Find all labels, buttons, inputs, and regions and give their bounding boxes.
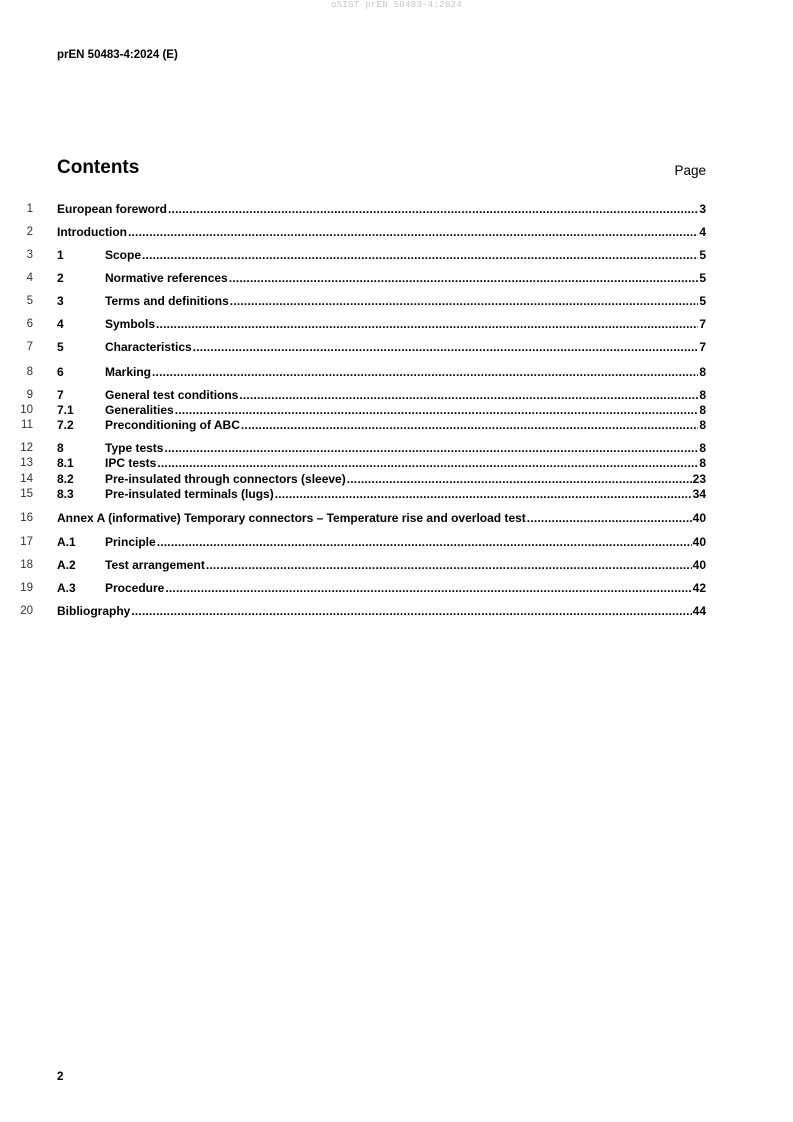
dot-leader [157, 535, 692, 549]
toc-entry[interactable] [0, 403, 793, 417]
line-number: 14 [20, 473, 33, 485]
line-number: 8 [26, 366, 33, 378]
line-number: 4 [26, 272, 33, 284]
page-ref: 40 [692, 511, 706, 525]
section-title: Characteristics [105, 340, 192, 354]
section-number: 7.1 [57, 403, 74, 417]
toc-entry[interactable] [0, 511, 793, 525]
line-number: 5 [26, 295, 33, 307]
toc-entry-text [57, 441, 706, 455]
page-ref: 4 [699, 225, 706, 239]
document-id: prEN 50483-4:2024 (E) [57, 49, 178, 61]
toc-entry[interactable] [0, 271, 793, 285]
page-ref: 8 [699, 418, 706, 432]
page-column-label: Page [674, 163, 706, 178]
toc-entry-text [57, 271, 706, 285]
section-number: 7 [57, 388, 64, 402]
toc-entry-text [57, 558, 706, 572]
toc-entry-text [57, 604, 706, 618]
page-ref: 8 [699, 365, 706, 379]
section-number: 4 [57, 317, 64, 331]
toc-entry[interactable] [0, 604, 793, 618]
toc-entry-text [57, 317, 706, 331]
line-number: 2 [26, 226, 33, 238]
dot-leader [229, 271, 699, 285]
page-ref: 42 [692, 581, 706, 595]
section-title: Pre-insulated terminals (lugs) [105, 487, 274, 501]
toc-entry-text [57, 535, 706, 549]
dot-leader [131, 604, 691, 618]
line-number: 17 [20, 536, 33, 548]
section-title: Test arrangement [105, 558, 205, 572]
toc-entry[interactable] [0, 225, 793, 239]
toc-entry-text [57, 456, 706, 470]
dot-leader [193, 340, 699, 354]
page-ref: 44 [692, 604, 706, 618]
section-number: 8.3 [57, 487, 74, 501]
section-number: A.3 [57, 581, 76, 595]
toc-entry[interactable] [0, 340, 793, 354]
toc-entry[interactable] [0, 472, 793, 486]
dot-leader [206, 558, 692, 572]
line-number: 12 [20, 442, 33, 454]
toc-entry-text [57, 340, 706, 354]
toc-entry-text [57, 365, 706, 379]
section-title: Normative references [105, 271, 228, 285]
section-title: Pre-insulated through connectors (sleeve) [105, 472, 346, 486]
dot-leader [275, 487, 692, 501]
line-number: 6 [26, 318, 33, 330]
line-number: 13 [20, 457, 33, 469]
dot-leader [527, 511, 692, 525]
page-ref: 34 [692, 487, 706, 501]
section-number: 7.2 [57, 418, 74, 432]
section-title: Bibliography [57, 604, 131, 618]
section-title: Terms and definitions [105, 294, 229, 308]
section-title: Preconditioning of ABC [105, 418, 240, 432]
page-ref: 8 [699, 403, 706, 417]
watermark: oSIST prEN 50483-4:2024 [330, 0, 463, 10]
line-number: 19 [20, 582, 33, 594]
line-number: 20 [20, 605, 33, 617]
dot-leader [347, 472, 692, 486]
line-number: 10 [20, 404, 33, 416]
dot-leader [165, 581, 691, 595]
line-number: 18 [20, 559, 33, 571]
section-title: Scope [105, 248, 142, 262]
section-number: 8.1 [57, 456, 74, 470]
dot-leader [241, 418, 698, 432]
toc-entry-text [57, 294, 706, 308]
dot-leader [157, 456, 698, 470]
line-number: 1 [26, 203, 33, 215]
toc-entry-text [57, 487, 706, 501]
page-ref: 5 [699, 271, 706, 285]
page-ref: 7 [699, 340, 706, 354]
toc-entry[interactable] [0, 248, 793, 262]
page-ref: 3 [699, 202, 706, 216]
toc-entry[interactable] [0, 558, 793, 572]
section-number: 5 [57, 340, 64, 354]
page-ref: 5 [699, 294, 706, 308]
toc-entry-text [57, 388, 706, 402]
section-title: Introduction [57, 225, 127, 239]
page-ref: 8 [699, 441, 706, 455]
toc-entry-text [57, 511, 706, 525]
dot-leader [168, 202, 698, 216]
line-number: 15 [20, 488, 33, 500]
section-number: 8.2 [57, 472, 74, 486]
section-number: 3 [57, 294, 64, 308]
line-number: 16 [20, 512, 33, 524]
section-title: Marking [105, 365, 152, 379]
dot-leader [175, 403, 699, 417]
toc-entry[interactable] [0, 365, 793, 379]
page-ref: 8 [699, 388, 706, 402]
dot-leader [142, 248, 698, 262]
page-ref: 23 [692, 472, 706, 486]
section-number: A.1 [57, 535, 76, 549]
section-title: European foreword [57, 202, 168, 216]
toc-entry-text [57, 225, 706, 239]
toc-entry[interactable] [0, 202, 793, 216]
page-ref: 40 [692, 535, 706, 549]
section-title: IPC tests [105, 456, 157, 470]
section-title: Annex A (informative) Temporary connectors – Temperature rise and overload test [57, 511, 526, 525]
toc-entry[interactable] [0, 441, 793, 455]
toc-entry-text [57, 403, 706, 417]
page-ref: 40 [692, 558, 706, 572]
section-title: Generalities [105, 403, 174, 417]
section-number: 8 [57, 441, 64, 455]
section-title: Procedure [105, 581, 165, 595]
page-ref: 8 [699, 456, 706, 470]
page-number: 2 [57, 1071, 64, 1083]
section-title: Principle [105, 535, 156, 549]
section-number: 6 [57, 365, 64, 379]
page-ref: 5 [699, 248, 706, 262]
section-title: Type tests [105, 441, 164, 455]
dot-leader [152, 365, 698, 379]
toc-entry[interactable] [0, 294, 793, 308]
toc-entry-text [57, 418, 706, 432]
toc-entry-text [57, 202, 706, 216]
line-number: 11 [21, 419, 33, 431]
section-number: A.2 [57, 558, 76, 572]
toc-entry-text [57, 472, 706, 486]
section-number: 1 [57, 248, 64, 262]
dot-leader [156, 317, 698, 331]
toc-entry[interactable] [0, 388, 793, 402]
toc-entry-text [57, 581, 706, 595]
section-number: 2 [57, 271, 64, 285]
page-ref: 7 [699, 317, 706, 331]
dot-leader [164, 441, 698, 455]
section-title: General test conditions [105, 388, 239, 402]
toc-entry[interactable] [0, 456, 793, 470]
line-number: 3 [26, 249, 33, 261]
dot-leader [230, 294, 699, 308]
toc-entry[interactable] [0, 317, 793, 331]
section-title: Symbols [105, 317, 156, 331]
dot-leader [128, 225, 698, 239]
line-number: 7 [26, 341, 33, 353]
toc-entry[interactable] [0, 581, 793, 595]
toc-entry-text [57, 248, 706, 262]
toc-entry[interactable] [0, 418, 793, 432]
dot-leader [239, 388, 698, 402]
toc-entry[interactable] [0, 487, 793, 501]
contents-title: Contents [57, 157, 140, 178]
toc-entry[interactable] [0, 535, 793, 549]
line-number: 9 [26, 389, 33, 401]
